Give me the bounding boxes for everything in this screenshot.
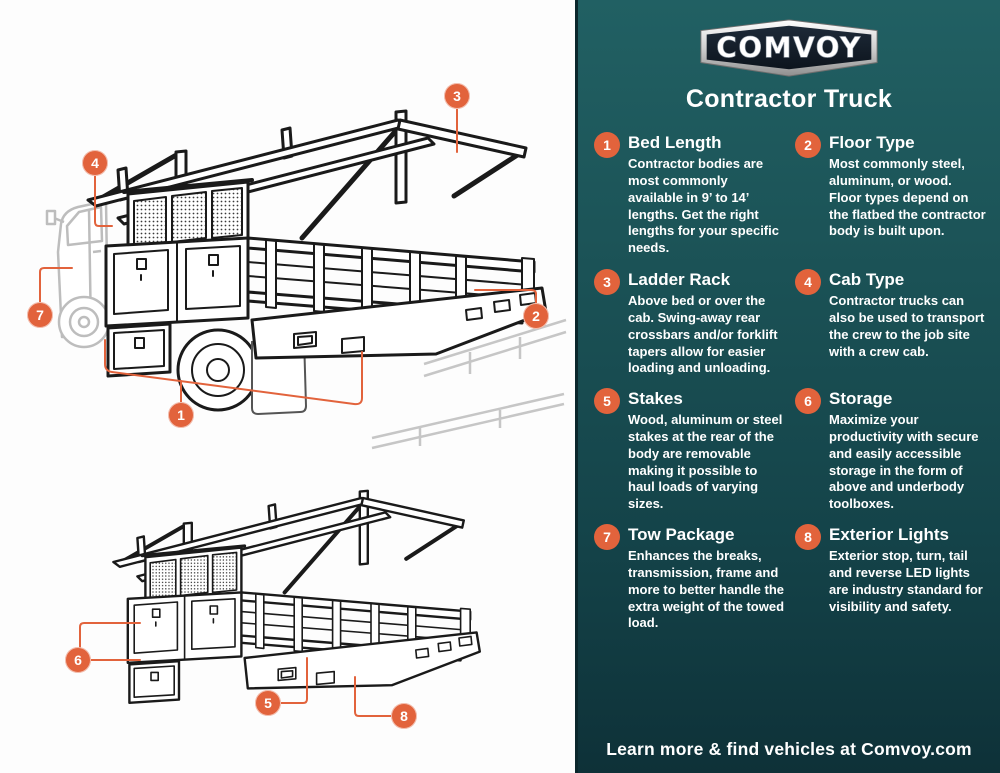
feature-desc: Enhances the breaks, transmission, frame and more to better handle the extra weight of the towed load. bbox=[628, 547, 785, 631]
feature-title: Floor Type bbox=[829, 133, 915, 152]
feature-title: Stakes bbox=[628, 389, 683, 408]
callout-4-number: 4 bbox=[91, 155, 99, 171]
callout-3 bbox=[444, 83, 470, 109]
comvoy-logo bbox=[697, 17, 881, 79]
feature-number-badge bbox=[594, 388, 620, 414]
feature-desc: Above bed or over the cab. Swing-away rear crossbars and/or forklift tapers allow for easier loading and unloading. bbox=[628, 292, 778, 376]
feature-desc: Wood, aluminum or steel stakes at the rear of the body are removable making it possible to haul loads of varying sizes. bbox=[628, 411, 783, 512]
feature-item-stakes bbox=[594, 387, 785, 523]
feature-desc: Maximize your productivity with secure and easily accessible storage in the form of above and underbody toolboxes. bbox=[829, 411, 979, 512]
feature-title: Cab Type bbox=[829, 270, 905, 289]
feature-desc: Exterior stop, turn, tail and reverse LED lights are industry standard for visibility and safety. bbox=[829, 547, 983, 614]
feature-number-badge bbox=[795, 388, 821, 414]
feature-number-badge bbox=[795, 269, 821, 295]
callout-1-number: 1 bbox=[177, 407, 185, 423]
feature-number: 1 bbox=[603, 137, 611, 153]
callout-1 bbox=[168, 402, 194, 428]
callout-4 bbox=[82, 150, 108, 176]
feature-title: Exterior Lights bbox=[829, 525, 949, 544]
feature-title: Ladder Rack bbox=[628, 270, 731, 289]
callout-6 bbox=[65, 647, 91, 673]
feature-item-tow-package bbox=[594, 523, 785, 632]
page-title: Contractor Truck bbox=[685, 85, 893, 113]
callout-8-number: 8 bbox=[400, 708, 408, 724]
feature-desc: Contractor bodies are most commonly available in 9’ to 14’ lengths. Get the right lengths for your specific needs. bbox=[628, 155, 779, 256]
feature-number: 8 bbox=[804, 529, 812, 545]
feature-number: 3 bbox=[603, 274, 611, 290]
feature-number-badge bbox=[594, 524, 620, 550]
footer-text: Learn more & find vehicles at Comvoy.com bbox=[606, 739, 972, 759]
feature-item-exterior-lights bbox=[795, 523, 986, 632]
callout-7 bbox=[27, 302, 53, 328]
feature-desc: Contractor trucks can also be used to transport the crew to the job site with a crew cab. bbox=[829, 292, 985, 359]
feature-title: Bed Length bbox=[628, 133, 722, 152]
callout-8 bbox=[391, 703, 417, 729]
logo-text: COMVOY bbox=[716, 31, 862, 65]
callout-7-number: 7 bbox=[36, 307, 44, 323]
feature-number: 5 bbox=[603, 393, 611, 409]
feature-number-badge bbox=[795, 132, 821, 158]
info-panel bbox=[575, 0, 1000, 773]
feature-item-floor-type bbox=[795, 131, 986, 268]
feature-number-badge bbox=[594, 269, 620, 295]
callout-5-number: 5 bbox=[264, 695, 272, 711]
callout-6-number: 6 bbox=[74, 652, 82, 668]
truck-bottom-illustration bbox=[113, 491, 479, 703]
feature-item-bed-length bbox=[594, 131, 785, 268]
callout-2 bbox=[523, 303, 549, 329]
feature-title: Tow Package bbox=[628, 525, 735, 544]
feature-number: 7 bbox=[603, 529, 611, 545]
feature-number-badge bbox=[594, 132, 620, 158]
feature-list bbox=[594, 131, 986, 632]
feature-item-cab-type bbox=[795, 268, 986, 387]
feature-number: 4 bbox=[804, 274, 812, 290]
feature-desc: Most commonly steel, aluminum, or wood. Floor types depend on the flatbed the contractor body is built upon. bbox=[829, 155, 986, 239]
callout-5 bbox=[255, 690, 281, 716]
feature-item-storage bbox=[795, 387, 986, 523]
feature-title: Storage bbox=[829, 389, 893, 408]
callout-3-number: 3 bbox=[453, 88, 461, 104]
feature-number-badge bbox=[795, 524, 821, 550]
callout-2-number: 2 bbox=[532, 308, 540, 324]
feature-item-ladder-rack bbox=[594, 268, 785, 387]
comvoy-logo-badge bbox=[697, 17, 881, 79]
feature-number: 2 bbox=[804, 137, 812, 153]
feature-number: 6 bbox=[804, 393, 812, 409]
